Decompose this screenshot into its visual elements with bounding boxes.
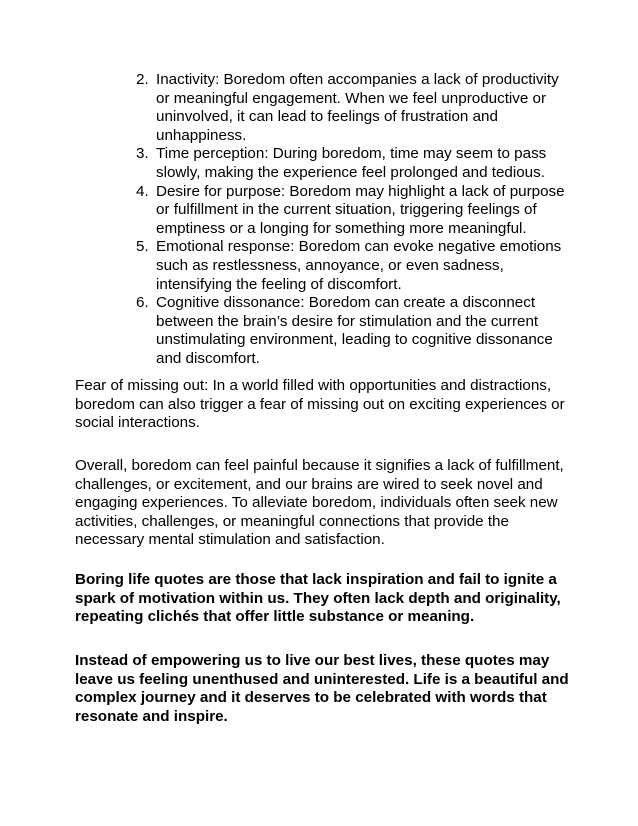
list-item-number: 6. (136, 294, 149, 312)
list-item-number: 5. (136, 238, 149, 256)
paragraph-fear-of-missing-out: Fear of missing out: In a world filled with opportunities and distractions, boredom can also trigger a fear of missing out on exciting experiences or social interactions. (75, 377, 565, 432)
list-item-number: 3. (136, 145, 149, 163)
list-item-text: Time perception: During boredom, time may seem to pass slowly, making the experience feel prolonged and tedious. (156, 145, 547, 181)
list-item-text: Cognitive dissonance: Boredom can create a disconnect between the brain’s desire for stimulation and the current unstimulating environment, leading to cognitive dissonance and discomfort. (156, 294, 553, 367)
list-item-text: Desire for purpose: Boredom may highlight a lack of purpose or fulfillment in the current situation, triggering feelings of emptiness or a longing for something more meaningful. (156, 182, 565, 237)
list-item (136, 294, 576, 368)
list-item (136, 183, 576, 239)
numbered-list (136, 71, 576, 369)
list-item-text: Inactivity: Boredom often accompanies a lack of productivity or meaningful engagement. When we feel unproductive or uninvolved, it can lead to feelings of frustration and unhappiness. (156, 71, 559, 144)
list-item-text: Emotional response: Boredom can evoke negative emotions such as restlessness, annoyance, or even sadness, intensifying the feeling of discomfort. (156, 238, 562, 293)
list-item-number: 4. (136, 182, 149, 200)
paragraph-boring-quotes: Boring life quotes are those that lack inspiration and fail to ignite a spark of motivation within us. They often lack depth and originality, repeating clichés that offer little substance or meaning. (75, 571, 561, 626)
paragraph-overall: Overall, boredom can feel painful because it signifies a lack of fulfillment, challenges, or excitement, and our brains are wired to seek novel and engaging experiences. To alleviate boredom, individuals often seek new activities, challenges, or meaningful connections that provide the necessary mental stimulation and satisfaction. (75, 457, 564, 549)
list-item (136, 71, 576, 145)
list-item (136, 238, 576, 294)
list-item (136, 145, 576, 182)
list-item-number: 2. (136, 71, 149, 88)
paragraph-instead: Instead of empowering us to live our best lives, these quotes may leave us feeling unenthused and uninterested. Life is a beautiful and complex journey and it deserves to be celebrated with words that resonate and inspire. (75, 652, 569, 725)
